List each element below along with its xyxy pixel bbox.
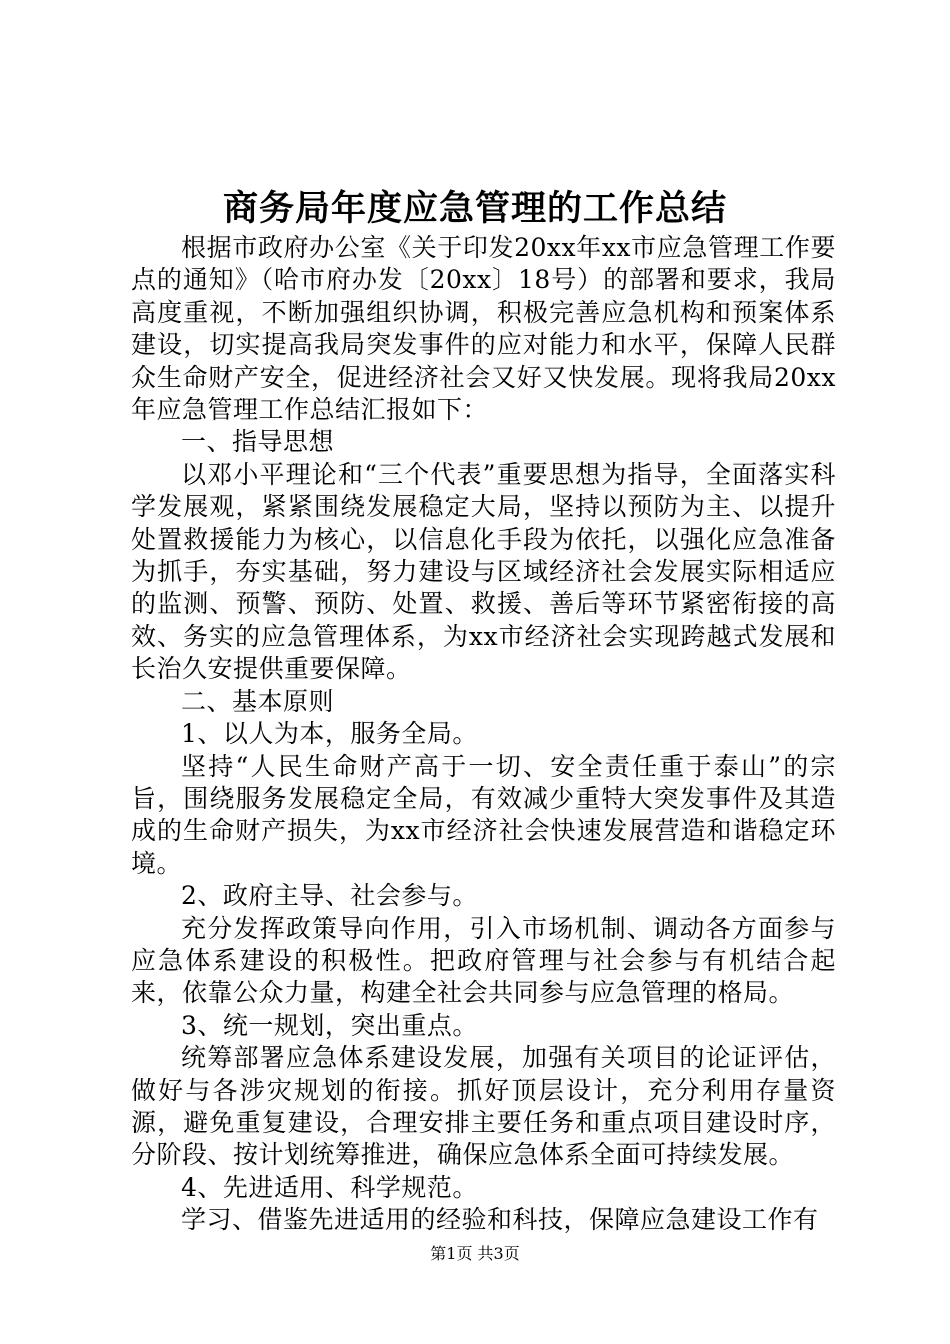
principle-2-heading: 2、政府主导、社会参与。 bbox=[181, 881, 478, 911]
principle-3-heading: 3、统一规划，突出重点。 bbox=[181, 1010, 478, 1040]
guiding-thought-paragraph: 以邓小平理论和“三个代表”重要思想为指导，全面落实科学发展观，紧紧围绕发展稳定大局，坚持以预防为主、以提升处置救援能力为核心，以信息化手段为依托，以强化应急准备为抓手，夯实基础，努力建设与区域经济社会发展实际相适应的监测、预警、预防、处置、救援、善后等环节紧密衔接的高效、务实的应急管理体系，为xx市经济社会实现跨越式发展和长治久安提供重要保障。 bbox=[131, 459, 836, 684]
document-body bbox=[131, 232, 836, 1237]
document-title: 商务局年度应急管理的工作总结 bbox=[222, 188, 727, 229]
principle-1-heading: 1、以人为本，服务全局。 bbox=[181, 719, 478, 749]
principle-2-paragraph: 充分发挥政策导向作用，引入市场机制、调动各方面参与应急体系建设的积极性。把政府管理与社会参与有机结合起来，依靠公众力量，构建全社会共同参与应急管理的格局。 bbox=[131, 913, 836, 1008]
principle-3-paragraph: 统筹部署应急体系建设发展，加强有关项目的论证评估，做好与各涉灾规划的衔接。抓好顶层设计，充分利用存量资源，避免重复建设，合理安排主要任务和重点项目建设时序，分阶段、按计划统筹推进，确保应急体系全面可持续发展。 bbox=[131, 1043, 836, 1170]
section-heading-guiding-thought: 一、指导思想 bbox=[181, 427, 335, 457]
principle-4-paragraph: 学习、借鉴先进适用的经验和科技，保障应急建设工作有 bbox=[181, 1205, 819, 1235]
page-footer: 第1页 共3页 bbox=[430, 1244, 520, 1263]
principle-4-heading: 4、先进适用、科学规范。 bbox=[181, 1172, 478, 1202]
principle-1-paragraph: 坚持“人民生命财产高于一切、安全责任重于泰山”的宗旨，围绕服务发展稳定全局，有效减少重特大突发事件及其造成的生命财产损失，为xx市经济社会快速发展营造和谐稳定环境。 bbox=[131, 751, 836, 878]
intro-paragraph: 根据市政府办公室《关于印发20xx年xx市应急管理工作要点的通知》（哈市府办发〔20xx〕18号）的部署和要求，我局高度重视，不断加强组织协调，积极完善应急机构和预案体系建设，切实提高我局突发事件的应对能力和水平，保障人民群众生命财产安全，促进经济社会又好又快发展。现将我局20xx年应急管理工作总结汇报如下： bbox=[131, 233, 836, 425]
section-heading-basic-principles: 二、基本原则 bbox=[181, 686, 335, 716]
